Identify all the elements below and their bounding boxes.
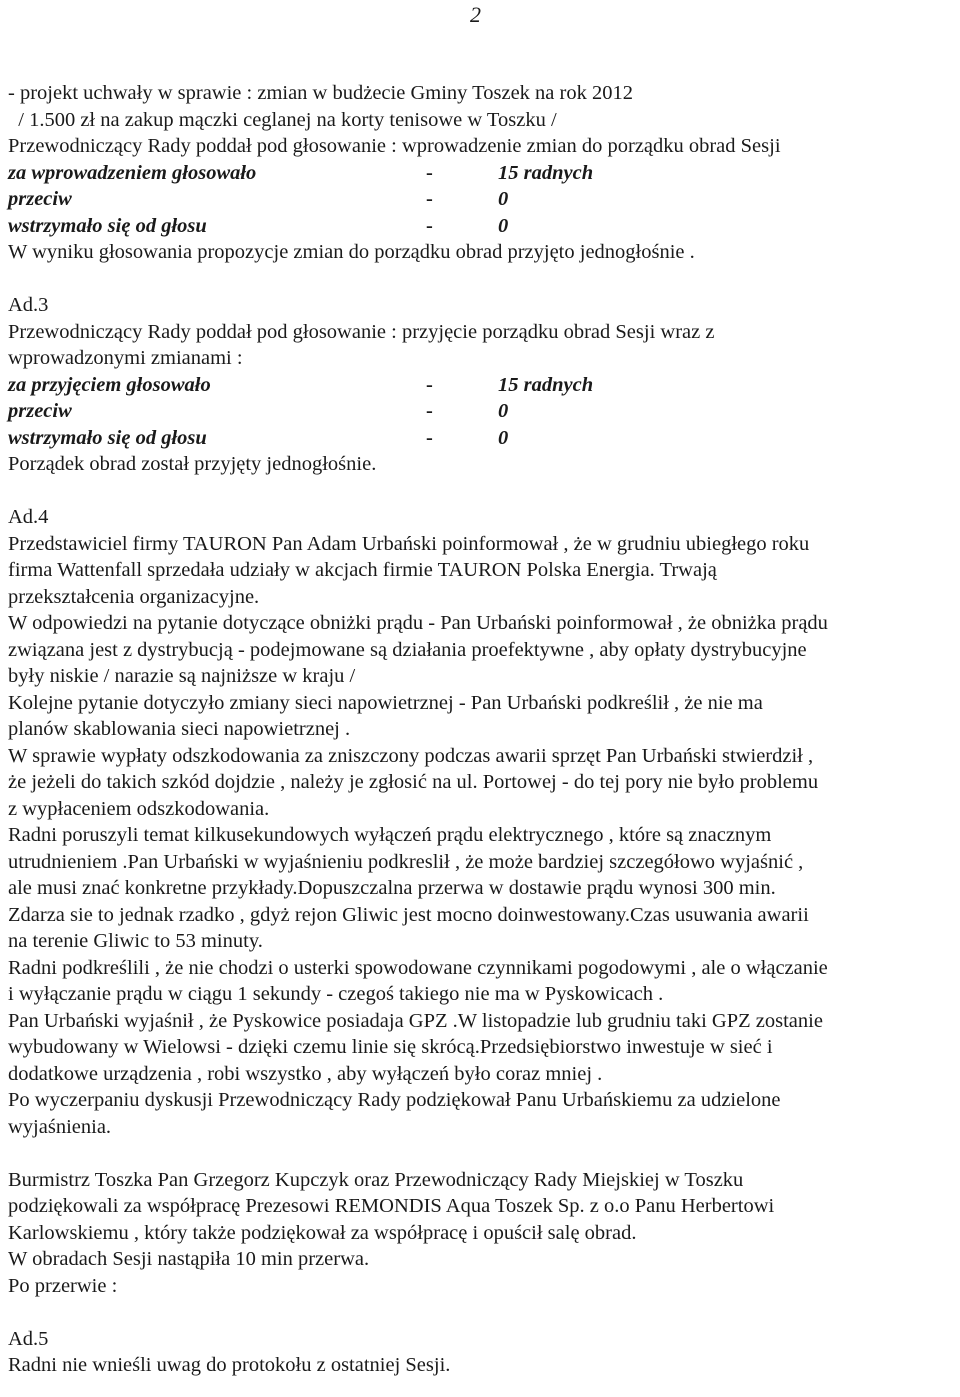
- text-line: były niskie / narazie są najniższe w kraju /: [8, 665, 356, 687]
- vote-dash: -: [426, 373, 433, 396]
- text-line: wprowadzonymi zmianami :: [8, 347, 243, 369]
- vote-row-abstain: [8, 213, 956, 240]
- vote-result: W wyniku głosowania propozycje zmian do porządku obrad przyjęto jednogłośnie .: [8, 241, 695, 263]
- text-line: W sprawie wypłaty odszkodowania za zniszczony podczas awarii sprzęt Pan Urbański stwierdził ,: [8, 744, 814, 767]
- vote-dash: -: [426, 400, 433, 422]
- vote-value: 0: [498, 426, 509, 449]
- page-number: 2: [470, 2, 481, 27]
- vote-label: za wprowadzeniem głosowało: [8, 161, 257, 184]
- vote-label: wstrzymało się od głosu: [8, 214, 207, 237]
- text-line: Karlowskiemu , który także podziękował za współpracę i opuścił salę obrad.: [8, 1221, 637, 1244]
- vote-row-for: [8, 160, 956, 187]
- text-line: podziękowali za współpracę Prezesowi REMONDIS Aqua Toszek Sp. z o.o Panu Herbertowi: [8, 1195, 775, 1217]
- vote-value: 15 radnych: [498, 373, 594, 396]
- text-line: Przedstawiciel firmy TAURON Pan Adam Urbański poinformował , że w grudniu ubiegłego roku: [8, 532, 810, 555]
- vote-value: 0: [498, 214, 509, 237]
- vote-label: wstrzymało się od głosu: [8, 426, 207, 449]
- text-line: Pan Urbański wyjaśnił , że Pyskowice posiadaja GPZ .W listopadzie lub grudniu taki GPZ zostanie: [8, 1009, 823, 1032]
- ad5-section: [8, 1326, 956, 1379]
- ad4-paragraph: [8, 531, 956, 1141]
- text-line: planów skablowania sieci napowietrznej .: [8, 718, 351, 740]
- document-body: [8, 80, 956, 1379]
- text-line: Przewodniczący Rady poddał pod głosowanie : przyjęcie porządku obrad Sesji wraz z: [8, 320, 715, 343]
- vote-dash: -: [426, 188, 433, 210]
- text-line: Po przerwie :: [8, 1274, 118, 1297]
- text-line: Po wyczerpaniu dyskusji Przewodniczący Rady podziękował Panu Urbańskiemu za udzielone: [8, 1089, 781, 1111]
- text-line: W odpowiedzi na pytanie dotyczące obniżki prądu - Pan Urbański poinformował , że obniżka prądu: [8, 612, 828, 634]
- text-line: i wyłączanie prądu w ciągu 1 sekundy - czegoś takiego nie ma w Pyskowicach .: [8, 983, 664, 1005]
- vote-row-against: [8, 398, 956, 425]
- text-line: utrudnieniem .Pan Urbański w wyjaśnieniu podkreslił , że może bardziej szczegółowo wyjaśnić ,: [8, 850, 804, 873]
- text-line: Radni poruszyli temat kilkusekundowych wyłączeń prądu elektrycznego , które są znacznym: [8, 824, 772, 846]
- vote-row-for: [8, 372, 956, 399]
- vote-label: przeciw: [8, 188, 72, 210]
- vote-row-against: [8, 186, 956, 213]
- vote-label: przeciw: [8, 400, 72, 422]
- ad4-section: [8, 504, 956, 1299]
- text-line: wybudowany w Wielowsi - dzięki czemu linie się skrócą.Przedsiębiorstwo inwestuje w sieć i: [8, 1036, 773, 1058]
- text-line: Przewodniczący Rady poddał pod głosowanie : wprowadzenie zmian do porządku obrad Sesji: [8, 135, 781, 157]
- vote-dash: -: [426, 426, 433, 449]
- text-line: na terenie Gliwic to 53 minuty.: [8, 930, 263, 952]
- text-line: z wypłaceniem odszkodowania.: [8, 797, 270, 820]
- text-line: wyjaśnienia.: [8, 1115, 112, 1138]
- intro-section: [8, 80, 956, 266]
- text-line: przekształcenia organizacyjne.: [8, 585, 260, 608]
- text-line: firma Wattenfall sprzedała udziały w akcjach firmie TAURON Polska Energia. Trwają: [8, 559, 717, 581]
- vote-value: 15 radnych: [498, 161, 594, 184]
- section-heading: Ad.4: [8, 506, 49, 528]
- text-line: związana jest z dystrybucją - podejmowane są działania proefektywne , aby opłaty dystrybucyjne: [8, 638, 807, 661]
- section-heading: Ad.3: [8, 294, 49, 316]
- text-line: Zdarza sie to jednak rzadko , gdyż rejon Gliwic jest mocno doinwestowany.Czas usuwania awarii: [8, 903, 809, 926]
- vote-dash: -: [426, 214, 433, 237]
- vote-value: 0: [498, 400, 509, 422]
- text-line: - projekt uchwały w sprawie : zmian w budżecie Gminy Toszek na rok 2012: [8, 82, 633, 104]
- text-line: Burmistrz Toszka Pan Grzegorz Kupczyk oraz Przewodniczący Rady Miejskiej w Toszku: [8, 1168, 744, 1191]
- text-line: W obradach Sesji nastąpiła 10 min przerwa.: [8, 1248, 370, 1270]
- vote-row-abstain: [8, 425, 956, 452]
- text-line: / 1.500 zł na zakup mączki ceglanej na korty tenisowe w Toszku /: [8, 108, 557, 131]
- text-line: ale musi znać konkretne przykłady.Dopuszczalna przerwa w dostawie prądu wynosi 300 min.: [8, 877, 776, 899]
- section-heading: Ad.5: [8, 1327, 49, 1350]
- vote-label: za przyjęciem głosowało: [8, 373, 211, 396]
- vote-dash: -: [426, 161, 433, 184]
- text-line: Radni nie wnieśli uwag do protokołu z ostatniej Sesji.: [8, 1354, 451, 1376]
- text-line: Radni podkreślili , że nie chodzi o usterki spowodowane czynnikami pogodowymi , ale o włączanie: [8, 956, 828, 979]
- text-line: dodatkowe urządzenia , robi wszystko , aby wyłączeń było coraz mniej .: [8, 1062, 603, 1085]
- ad3-section: [8, 292, 956, 478]
- text-line: Kolejne pytanie dotyczyło zmiany sieci napowietrznej - Pan Urbański podkreślił , że nie ma: [8, 691, 763, 714]
- vote-result: Porządek obrad został przyjęty jednogłośnie.: [8, 453, 377, 475]
- closing-paragraph: [8, 1167, 956, 1300]
- vote-value: 0: [498, 188, 509, 210]
- text-line: że jeżeli do takich szkód dojdzie , należy je zgłosić na ul. Portowej - do tej pory nie było problemu: [8, 771, 819, 793]
